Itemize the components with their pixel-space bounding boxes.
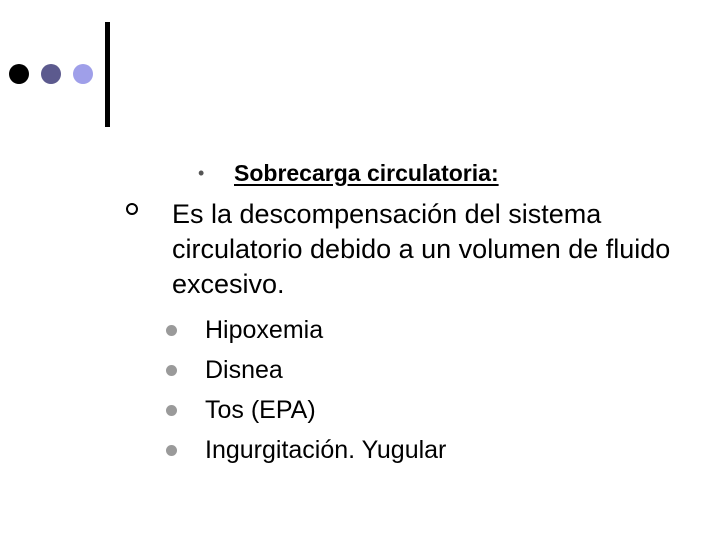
slide-title-row: [198, 158, 499, 188]
symptom-list: [166, 310, 446, 470]
vertical-divider: [105, 22, 110, 127]
list-item-label: Hipoxemia: [205, 315, 324, 344]
hollow-circle-bullet-icon: [126, 203, 138, 215]
bullet-dot-icon: [166, 405, 177, 416]
list-item: [166, 390, 446, 430]
dot-lavender-icon: [73, 64, 93, 84]
dot-black-icon: [9, 64, 29, 84]
list-item-label: Ingurgitación. Yugular: [205, 435, 447, 464]
bullet-dot-icon: [166, 445, 177, 456]
list-item-label: Tos (EPA): [205, 395, 316, 424]
dot-purple-icon: [41, 64, 61, 84]
list-item: [166, 430, 446, 470]
slide-title: Sobrecarga circulatoria:: [234, 159, 499, 186]
list-item: [166, 310, 446, 350]
decorative-dots: [9, 64, 95, 86]
bullet-dot-icon: [166, 325, 177, 336]
title-bullet: •: [198, 162, 205, 183]
bullet-dot-icon: [166, 365, 177, 376]
slide-body-text: Es la descompensación del sistema circulatorio debido a un volumen de fluido excesivo.: [172, 199, 671, 299]
list-item: [166, 350, 446, 390]
list-item-label: Disnea: [205, 355, 283, 384]
